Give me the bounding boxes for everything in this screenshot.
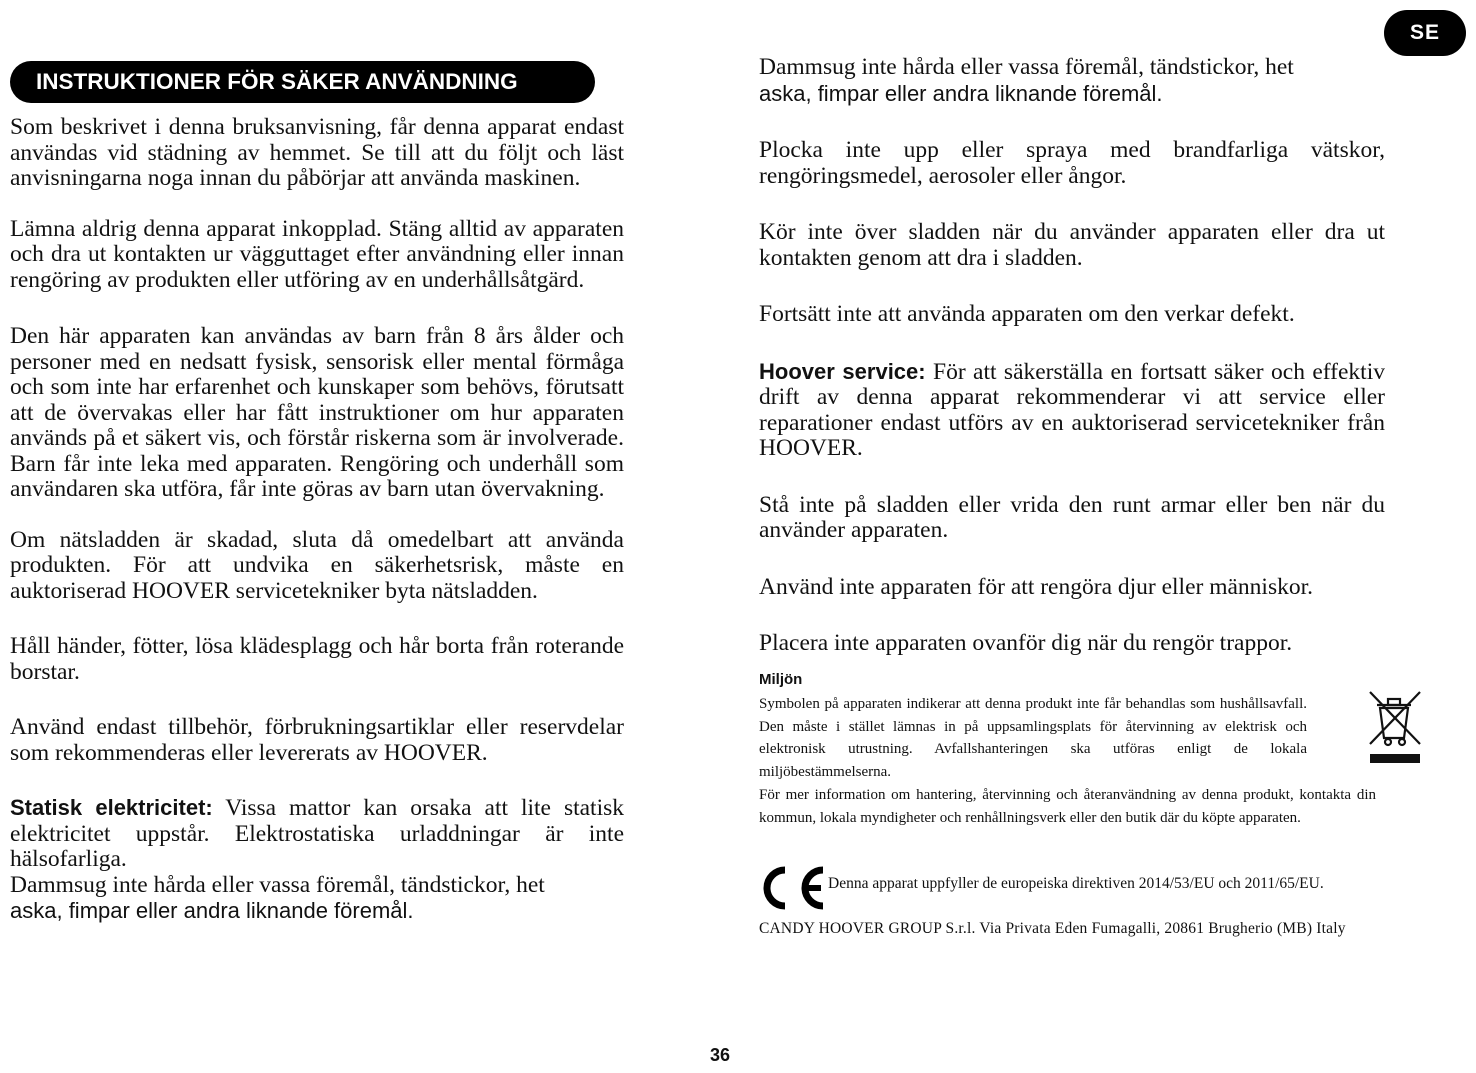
paragraph-rotating-brushes: Håll händer, fötter, lösa klädesplagg och hår borta från roterande borstar.	[10, 633, 624, 685]
paragraph-hard-objects	[10, 873, 624, 925]
static-electricity-body: Vissa mattor kan orsaka att lite statisk elektricitet uppstår. Elektrostatiska urladdningar är inte hälsofarliga.	[10, 795, 625, 872]
environment-text-disposal: Symbolen på apparaten indikerar att denna produkt inte får behandlas som hushållsavfall. Den måste i stället lämnas in på uppsamlingsplats för återvinning av elektrisk och elektronisk utrustning. Avfallshanteringen ska utföras enligt de lokala miljöbestämmelserna.	[759, 696, 1307, 780]
weee-bin-icon	[1366, 688, 1424, 766]
ce-mark-icon	[759, 864, 827, 912]
right-column	[759, 55, 1385, 657]
paragraph-stairs: Placera inte apparaten ovanför dig när du rengör trappor.	[759, 630, 1293, 656]
paragraph-damaged-cord: Om nätsladden är skadad, sluta då omedelbart att använda produkten. För att undvika en säkerhetsrisk, måste en auktoriserad HOOVER servicetekniker byta nätsladden.	[10, 526, 624, 604]
paragraph-home-use: Som beskrivet i denna bruksanvisning, får denna apparat endast användas vid städning av hemmet. Se till att du följt och läst anvisningarna noga innan du påbörjar att använda maskinen.	[10, 114, 624, 191]
paragraph-children: Den här apparaten kan användas av barn från 8 års ålder och personer med en nedsatt fysisk, sensorisk eller mental förmåga och som inte har erfarenhet och kunskaper som behövs, förutsatt att de övervakas eller har fått instruktioner om hur apparaten används på et säkert vis, och förstår riskerna som är involverade. Barn får inte leka med apparaten. Rengöring och underhåll som användaren ska utföra, får inte göras av barn utan övervakning.	[10, 323, 624, 502]
section-header: INSTRUKTIONER FÖR SÄKER ANVÄNDNING	[10, 61, 595, 103]
hard-objects-line-2: aska, fimpar eller andra liknande föremål.	[10, 898, 414, 923]
ce-compliance-text: Denna apparat uppfyller de europeiska direktiven 2014/53/EU och 2011/65/EU.	[828, 875, 1324, 892]
paragraph-unplug: Lämna aldrig denna apparat inkopplad. Stäng alltid av apparaten och dra ut kontakten ur vägguttaget efter användning eller innan rengöring av produkten eller utföring av en underhållsåtgärd.	[10, 215, 624, 293]
hard-objects-line-1: Dammsug inte hårda eller vassa föremål, tändstickor, het	[10, 871, 545, 898]
paragraph-defect: Fortsätt inte att använda apparaten om den verkar defekt.	[759, 301, 1295, 327]
page-number: 36	[709, 1045, 731, 1065]
paragraph-stand-on-cord: Stå inte på sladden eller vrida den runt armar eller ben när du använder apparaten.	[759, 491, 1385, 543]
hard-objects-right-line-1: Dammsug inte hårda eller vassa föremål, tändstickor, het	[759, 54, 1294, 80]
hoover-service-lead: Hoover service:	[759, 358, 926, 384]
company-address: CANDY HOOVER GROUP S.r.l. Via Privata Eden Fumagalli, 20861 Brugherio (MB) Italy	[759, 920, 1346, 937]
hard-objects-right-line-2: aska, fimpar eller andra liknande föremål.	[759, 80, 1163, 106]
paragraph-flammable: Plocka inte upp eller spraya med brandfarliga vätskor, rengöringsmedel, aerosoler eller ångor.	[759, 137, 1385, 189]
paragraph-animals: Använd inte apparaten för att rengöra djur eller människor.	[759, 573, 1314, 600]
paragraph-static-electricity	[10, 795, 624, 873]
environment-title: Miljön	[759, 671, 803, 688]
language-badge: SE	[1384, 10, 1466, 56]
left-column	[10, 115, 624, 925]
environment-text-information: För mer information om hantering, återvinning och återanvändning av denna produkt, kontakta din kommun, lokala myndigheter och renhållningsverk eller den butik där du köpte apparaten.	[759, 787, 1376, 826]
paragraph-cord: Kör inte över sladden när du använder apparaten eller dra ut kontakten genom att dra i sladden.	[759, 219, 1385, 271]
paragraph-hard-objects-right	[759, 55, 1385, 107]
paragraph-accessories: Använd endast tillbehör, förbrukningsartiklar eller reservdelar som rekommenderas eller levererats av HOOVER.	[10, 714, 624, 766]
hoover-service-body: För att säkerställa en fortsatt säker och effektiv drift av denna apparat rekommenderar vi att service eller reparationer endast utförs av en auktoriserad servicetekniker från HOOVER.	[759, 358, 1385, 461]
paragraph-hoover-service	[759, 359, 1385, 462]
static-electricity-lead: Statisk elektricitet:	[10, 795, 213, 820]
